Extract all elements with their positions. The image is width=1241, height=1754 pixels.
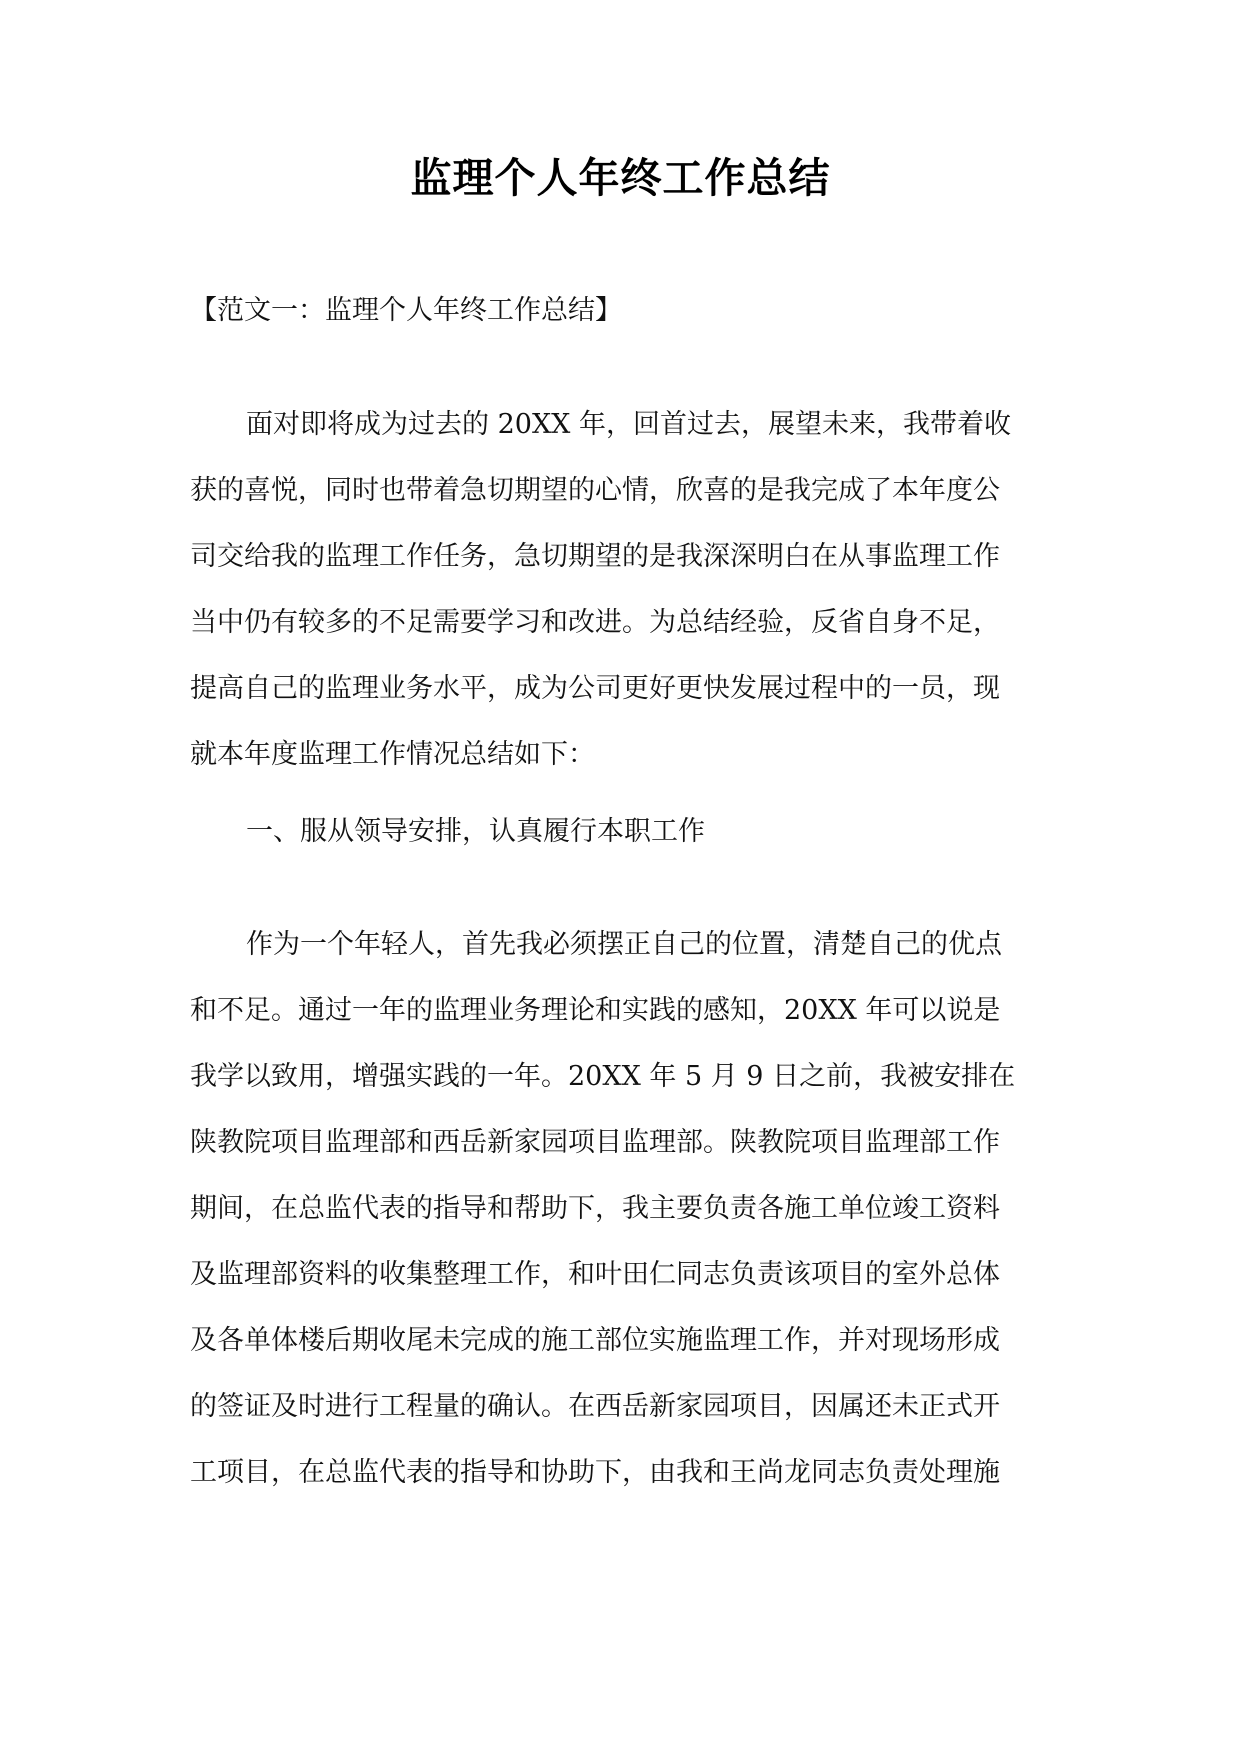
paragraph-line: 我学以致用，增强实践的一年。20XX 年 5 月 9 日之前，我被安排在 xyxy=(190,1061,1016,1092)
paragraph-line: 获的喜悦，同时也带着急切期望的心情，欣喜的是我完成了本年度公 xyxy=(190,475,1000,506)
paragraph-line: 及各单体楼后期收尾未完成的施工部位实施监理工作，并对现场形成 xyxy=(190,1325,1000,1356)
document-title: 监理个人年终工作总结 xyxy=(410,154,831,202)
paragraph-line: 作为一个年轻人，首先我必须摆正自己的位置，清楚自己的优点 xyxy=(246,929,1002,960)
section-label: 【范文一：监理个人年终工作总结】 xyxy=(190,295,622,326)
paragraph-body xyxy=(190,912,1070,1506)
paragraph-line: 期间，在总监代表的指导和帮助下，我主要负责各施工单位竣工资料 xyxy=(190,1193,1000,1224)
paragraph-line: 工项目，在总监代表的指导和协助下，由我和王尚龙同志负责处理施 xyxy=(190,1457,1000,1488)
paragraph-line: 陕教院项目监理部和西岳新家园项目监理部。陕教院项目监理部工作 xyxy=(190,1127,1000,1158)
paragraph-intro xyxy=(190,392,1070,788)
paragraph-line: 的签证及时进行工程量的确认。在西岳新家园项目，因属还未正式开 xyxy=(190,1391,1000,1422)
paragraph-line: 就本年度监理工作情况总结如下： xyxy=(190,739,595,770)
paragraph-line: 和不足。通过一年的监理业务理论和实践的感知，20XX 年可以说是 xyxy=(190,995,1001,1026)
paragraph-line: 司交给我的监理工作任务，急切期望的是我深深明白在从事监理工作 xyxy=(190,541,1000,572)
paragraph-line: 提高自己的监理业务水平，成为公司更好更快发展过程中的一员，现 xyxy=(190,673,1000,704)
paragraph-line: 面对即将成为过去的 20XX 年，回首过去，展望未来，我带着收 xyxy=(246,409,1011,440)
paragraph-line: 当中仍有较多的不足需要学习和改进。为总结经验，反省自身不足， xyxy=(190,607,1000,638)
section-heading: 一、服从领导安排，认真履行本职工作 xyxy=(246,816,705,847)
paragraph-line: 及监理部资料的收集整理工作，和叶田仁同志负责该项目的室外总体 xyxy=(190,1259,1000,1290)
